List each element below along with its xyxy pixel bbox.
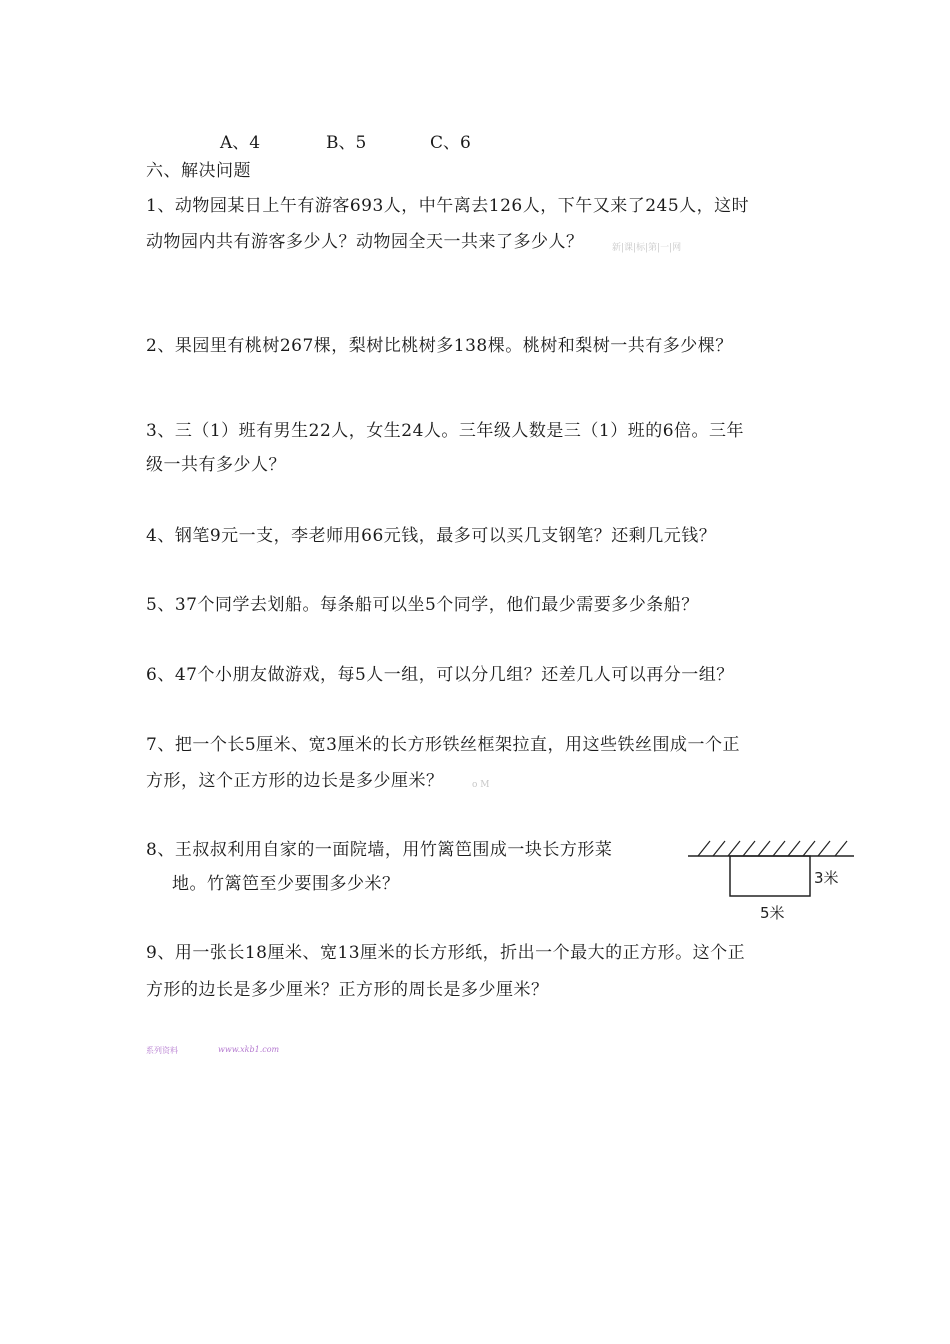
problem-5: 5、37个同学去划船。每条船可以坐5个同学，他们最少需要多少条船？ bbox=[146, 595, 699, 615]
problem-8-line-2: 地。竹篱笆至少要围多少米？ bbox=[172, 874, 400, 894]
wall-hatch bbox=[698, 841, 847, 856]
problem-6: 6、47个小朋友做游戏，每5人一组，可以分几组？还差几人可以再分一组？ bbox=[146, 665, 734, 685]
option-c: C、6 bbox=[430, 133, 471, 153]
problem-2: 2、果园里有桃树267棵，梨树比桃树多138棵。桃树和梨树一共有多少棵？ bbox=[146, 336, 733, 356]
section-title: 六、解决问题 bbox=[146, 161, 251, 181]
side-label: 3米 bbox=[814, 869, 839, 887]
problem-7-line-2: 方形，这个正方形的边长是多少厘米？ bbox=[146, 771, 444, 791]
problem-3-line-2: 级一共有多少人？ bbox=[146, 455, 286, 475]
option-b: B、5 bbox=[326, 133, 367, 153]
problem-4: 4、钢笔9元一支，李老师用66元钱，最多可以买几支钢笔？还剩几元钱？ bbox=[146, 526, 717, 546]
problem-9-line-2: 方形的边长是多少厘米？正方形的周长是多少厘米？ bbox=[146, 980, 549, 1000]
problem-1-line-1: 1、动物园某日上午有游客693人，中午离去126人，下午又来了245人，这时 bbox=[146, 196, 750, 216]
footer-url: www.xkb1.com bbox=[218, 1045, 280, 1054]
problem-7-line-1: 7、把一个长5厘米、宽3厘米的长方形铁丝框架拉直，用这些铁丝围成一个正 bbox=[146, 735, 740, 755]
problem-9-line-1: 9、用一张长18厘米、宽13厘米的长方形纸，折出一个最大的正方形。这个正 bbox=[146, 943, 746, 963]
problem-8-line-1: 8、王叔叔利用自家的一面院墙，用竹篱笆围成一块长方形菜 bbox=[146, 840, 613, 860]
garden-diagram bbox=[686, 836, 856, 926]
bottom-label: 5米 bbox=[760, 904, 785, 922]
problem-1-line-2: 动物园内共有游客多少人？动物园全天一共来了多少人？ bbox=[146, 232, 584, 252]
problem-3-line-1: 3、三（1）班有男生22人，女生24人。三年级人数是三（1）班的6倍。三年 bbox=[146, 421, 745, 441]
option-a: A、4 bbox=[220, 133, 261, 153]
garden-rectangle bbox=[730, 856, 810, 896]
footer-series-text: 系列资料 bbox=[146, 1046, 178, 1055]
watermark-text: 新|课|标|第|一|网 bbox=[612, 243, 682, 253]
watermark-mark: o M bbox=[472, 780, 490, 790]
